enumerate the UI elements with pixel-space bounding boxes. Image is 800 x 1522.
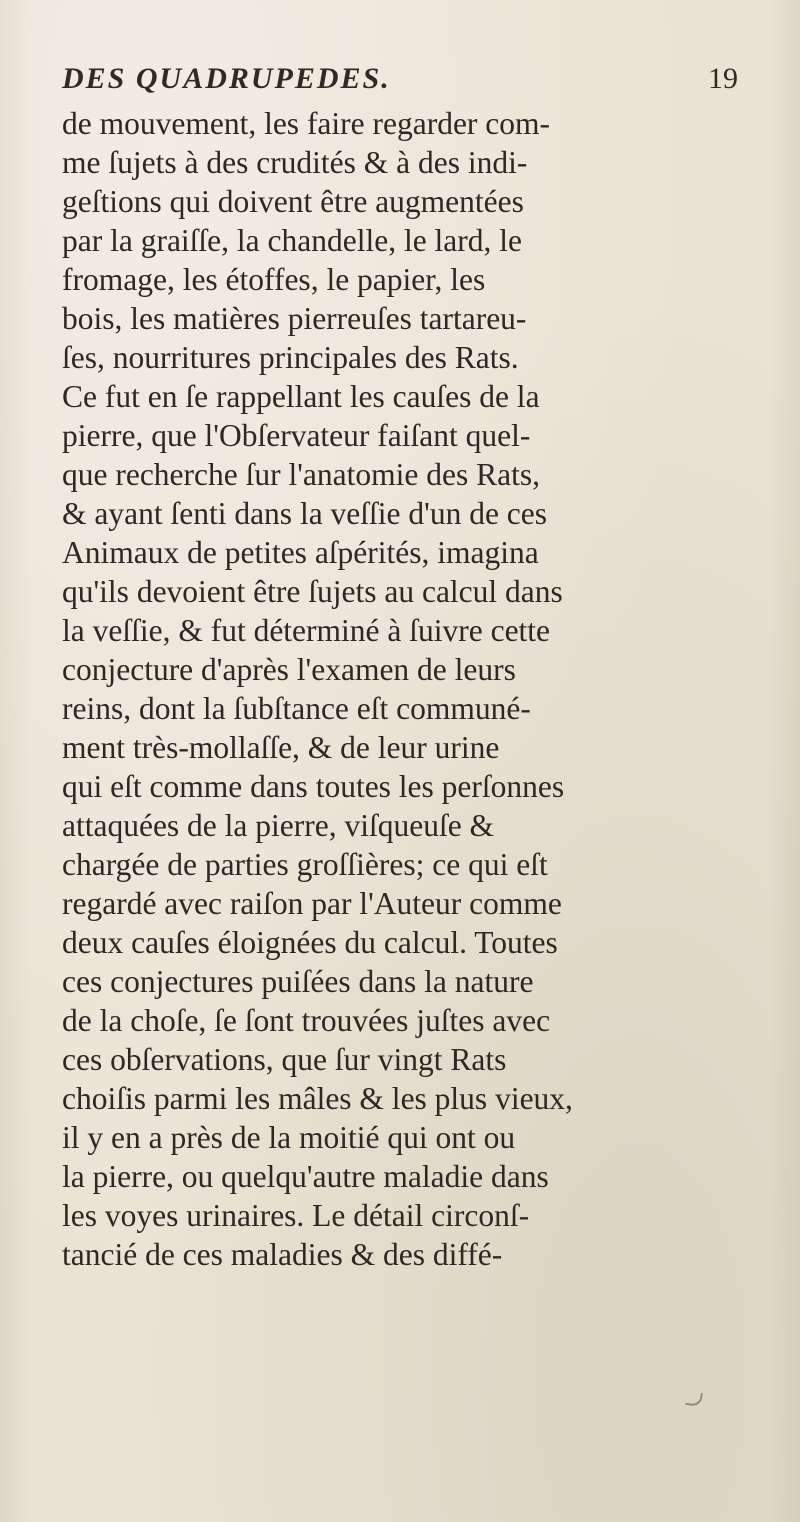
text-line: ces conjectures puiſées dans la nature — [62, 964, 534, 999]
text-line: de la choſe, ſe ſont trouvées juſtes avec — [62, 1003, 551, 1038]
running-title: DES QUADRUPEDES. — [62, 62, 391, 95]
text-line: ſes, nourritures principales des Rats. — [62, 340, 519, 375]
text-line: fromage, les étoffes, le papier, les — [62, 262, 486, 297]
text-line: la pierre, ou quelqu'autre maladie dans — [62, 1159, 549, 1194]
text-line: deux cauſes éloignées du calcul. Toutes — [62, 925, 558, 960]
page-number: 19 — [708, 62, 738, 95]
text-line: bois, les matières pierreuſes tartareu- — [62, 301, 527, 336]
text-line: qui eſt comme dans toutes les perſonnes — [62, 769, 565, 804]
text-line: pierre, que l'Obſervateur faiſant quel- — [62, 418, 531, 453]
text-line: que recherche ſur l'anatomie des Rats, — [62, 457, 540, 492]
text-line: ment très-mollaſſe, & de leur urine — [62, 730, 500, 765]
text-line: qu'ils devoient être ſujets au calcul dans — [62, 574, 563, 609]
text-line: Ce fut en ſe rappellant les cauſes de la — [62, 379, 540, 414]
text-line: choiſis parmi les mâles & les plus vieux, — [62, 1081, 573, 1116]
text-line: chargée de parties groſſières; ce qui eſt — [62, 847, 548, 882]
ink-mark — [685, 1391, 703, 1407]
text-line: reins, dont la ſubſtance eſt communé- — [62, 691, 531, 726]
text-line: tancié de ces maladies & des diffé- — [62, 1237, 503, 1272]
text-line: de mouvement, les faire regarder com- — [62, 106, 551, 141]
text-line: par la graiſſe, la chandelle, le lard, le — [62, 223, 523, 258]
running-head — [62, 62, 738, 102]
body-text — [62, 104, 752, 1274]
text-line: regardé avec raiſon par l'Auteur comme — [62, 886, 562, 921]
text-line: me ſujets à des crudités & à des indi- — [62, 145, 528, 180]
text-line: & ayant ſenti dans la veſſie d'un de ces — [62, 496, 548, 531]
text-line: attaquées de la pierre, viſqueuſe & — [62, 808, 495, 843]
text-line: conjecture d'après l'examen de leurs — [62, 652, 516, 687]
text-line: ces obſervations, que ſur vingt Rats — [62, 1042, 507, 1077]
text-line: geſtions qui doivent être augmentées — [62, 184, 524, 219]
text-line: les voyes urinaires. Le détail circonſ- — [62, 1198, 530, 1233]
text-line: il y en a près de la moitié qui ont ou — [62, 1120, 516, 1155]
text-line: la veſſie, & fut déterminé à ſuivre cette — [62, 613, 551, 648]
text-line: Animaux de petites aſpérités, imagina — [62, 535, 539, 570]
